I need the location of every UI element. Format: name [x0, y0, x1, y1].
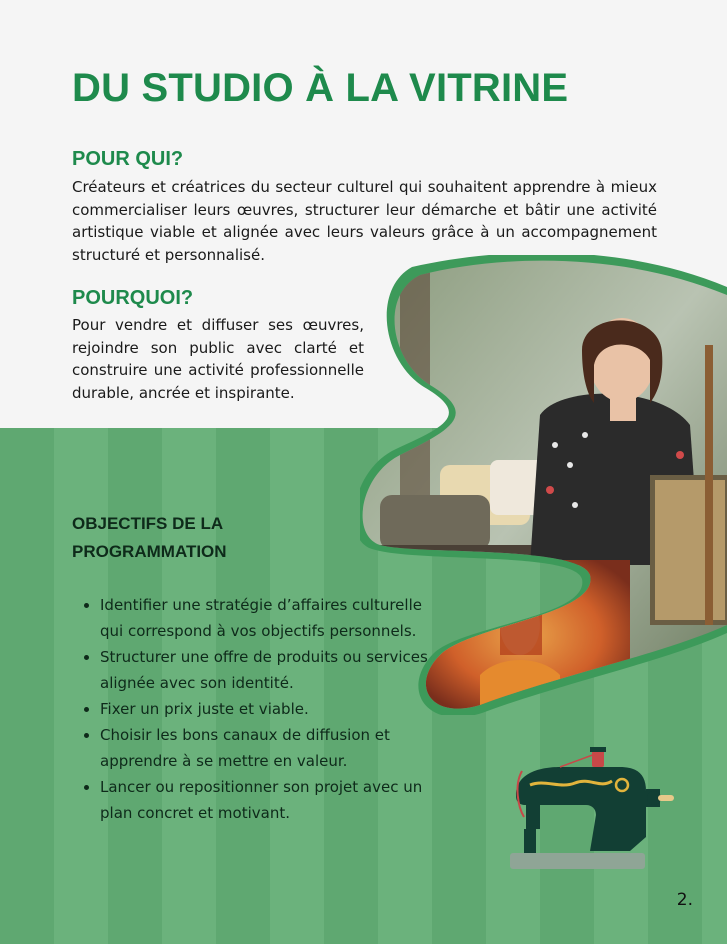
list-item: • Choisir les bons canaux de diffusion et apprendre à se mettre en valeur. [100, 722, 440, 774]
page-number: 2. [676, 890, 693, 910]
objectives-heading: OBJECTIFS DE LA PROGRAMMATION [72, 514, 227, 561]
pour-qui-text: Créateurs et créatrices du secteur culturel qui souhaitent apprendre à mieux commercialiser leurs œuvres, structurer leur démarche et bâtir une activité artistique viable et alignée avec leurs valeurs grâce à un accompagnement structuré et personnalisé. [72, 178, 657, 264]
pourquoi-text: Pour vendre et diffuser ses œuvres, rejoindre son public avec clarté et construire une activité professionnelle durable, ancrée et inspirante. [72, 316, 364, 402]
page-title: DU STUDIO À LA VITRINE [72, 66, 569, 110]
list-item: • Fixer un prix juste et viable. [100, 696, 440, 722]
objectives-list [72, 592, 440, 826]
list-item: • Identifier une stratégie d’affaires culturelle qui correspond à vos objectifs personnels. [100, 592, 440, 644]
list-item: • Structurer une offre de produits ou services alignée avec son identité. [100, 644, 440, 696]
pour-qui-heading: POUR QUI? [72, 148, 184, 170]
list-item: • Lancer ou repositionner son projet avec un plan concret et motivant. [100, 774, 440, 826]
pourquoi-heading: POURQUOI? [72, 287, 194, 309]
sewing-machine-icon [500, 745, 680, 875]
